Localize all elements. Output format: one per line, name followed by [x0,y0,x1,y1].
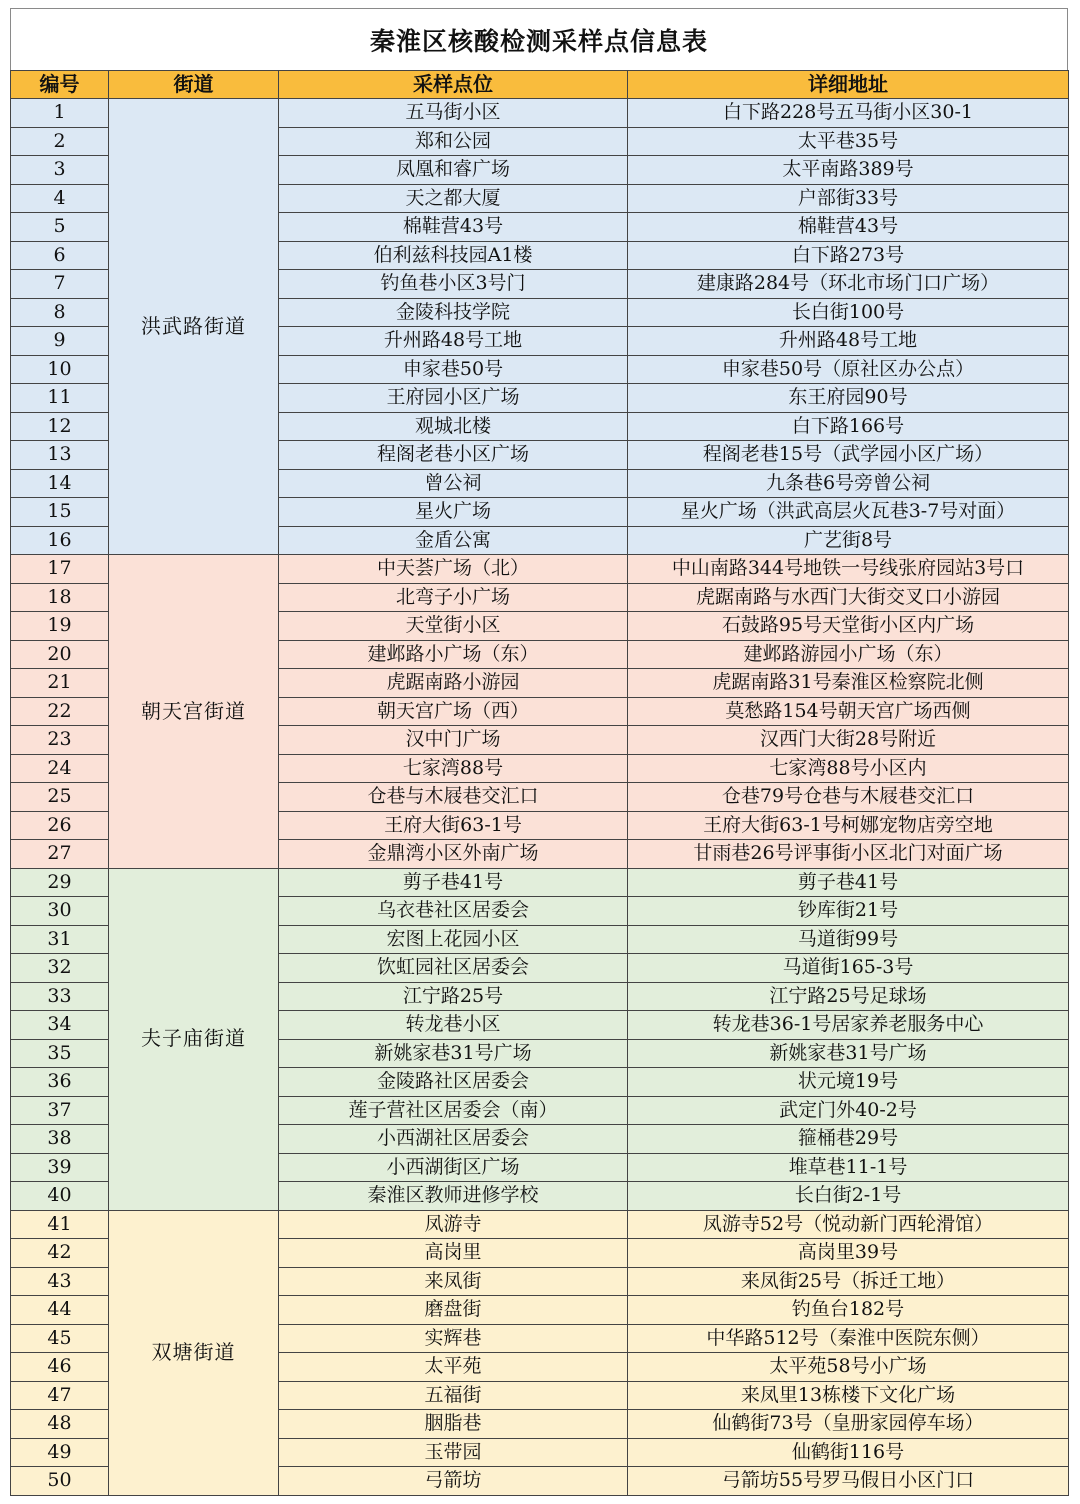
sampling-site: 申家巷50号 [279,355,628,384]
row-number: 42 [11,1239,109,1268]
sampling-site: 观城北楼 [279,412,628,441]
detailed-address: 程阁老巷15号（武学园小区广场） [628,441,1069,470]
sampling-site: 虎踞南路小游园 [279,669,628,698]
row-number: 46 [11,1353,109,1382]
row-number: 13 [11,441,109,470]
detailed-address: 长白街2-1号 [628,1182,1069,1211]
detailed-address: 钓鱼台182号 [628,1296,1069,1325]
row-number: 37 [11,1096,109,1125]
detailed-address: 仙鹤街116号 [628,1438,1069,1467]
sampling-site: 江宁路25号 [279,982,628,1011]
detailed-address: 太平苑58号小广场 [628,1353,1069,1382]
row-number: 4 [11,184,109,213]
row-number: 8 [11,298,109,327]
detailed-address: 星火广场（洪武高层火瓦巷3-7号对面） [628,498,1069,527]
header-row [11,71,1069,99]
sampling-site: 玉带园 [279,1438,628,1467]
sampling-site: 莲子营社区居委会（南） [279,1096,628,1125]
detailed-address: 甘雨巷26号评事街小区北门对面广场 [628,840,1069,869]
detailed-address: 太平巷35号 [628,127,1069,156]
detailed-address: 莫愁路154号朝天宫广场西侧 [628,697,1069,726]
row-number: 39 [11,1153,109,1182]
sampling-site: 五福街 [279,1381,628,1410]
sampling-site: 金陵科技学院 [279,298,628,327]
sampling-site: 凤游寺 [279,1210,628,1239]
sampling-site: 钓鱼巷小区3号门 [279,270,628,299]
table-row [11,99,1069,128]
header-number: 编号 [11,71,109,99]
sampling-sites-table [10,70,1069,1496]
sampling-site: 升州路48号工地 [279,327,628,356]
detailed-address: 来凤街25号（拆迁工地） [628,1267,1069,1296]
detailed-address: 棉鞋营43号 [628,213,1069,242]
row-number: 18 [11,583,109,612]
sampling-site: 转龙巷小区 [279,1011,628,1040]
row-number: 15 [11,498,109,527]
row-number: 9 [11,327,109,356]
sampling-site: 秦淮区教师进修学校 [279,1182,628,1211]
street-name: 双塘街道 [109,1210,279,1495]
detailed-address: 堆草巷11-1号 [628,1153,1069,1182]
row-number: 23 [11,726,109,755]
sampling-site: 星火广场 [279,498,628,527]
street-name: 朝天宫街道 [109,555,279,869]
row-number: 29 [11,868,109,897]
detailed-address: 升州路48号工地 [628,327,1069,356]
detailed-address: 钞库街21号 [628,897,1069,926]
row-number: 41 [11,1210,109,1239]
detailed-address: 中华路512号（秦淮中医院东侧） [628,1324,1069,1353]
sampling-site: 七家湾88号 [279,754,628,783]
sampling-site: 金陵路社区居委会 [279,1068,628,1097]
row-number: 50 [11,1467,109,1496]
sampling-site: 北弯子小广场 [279,583,628,612]
row-number: 26 [11,811,109,840]
detailed-address: 转龙巷36-1号居家养老服务中心 [628,1011,1069,1040]
row-number: 25 [11,783,109,812]
detailed-address: 中山南路344号地铁一号线张府园站3号口 [628,555,1069,584]
sampling-site: 建邺路小广场（东） [279,640,628,669]
sampling-site: 郑和公园 [279,127,628,156]
sampling-site: 高岗里 [279,1239,628,1268]
street-name: 洪武路街道 [109,99,279,555]
row-number: 10 [11,355,109,384]
sampling-site: 伯利兹科技园A1楼 [279,241,628,270]
row-number: 16 [11,526,109,555]
detailed-address: 东王府园90号 [628,384,1069,413]
row-number: 11 [11,384,109,413]
detailed-address: 石鼓路95号天堂街小区内广场 [628,612,1069,641]
detailed-address: 广艺街8号 [628,526,1069,555]
row-number: 1 [11,99,109,128]
detailed-address: 汉西门大街28号附近 [628,726,1069,755]
detailed-address: 剪子巷41号 [628,868,1069,897]
row-number: 21 [11,669,109,698]
table-row [11,1210,1069,1239]
table-body [11,99,1069,1496]
row-number: 44 [11,1296,109,1325]
sampling-site: 饮虹园社区居委会 [279,954,628,983]
sampling-site: 天堂街小区 [279,612,628,641]
detailed-address: 白下路273号 [628,241,1069,270]
sampling-site: 弓箭坊 [279,1467,628,1496]
row-number: 6 [11,241,109,270]
row-number: 22 [11,697,109,726]
row-number: 45 [11,1324,109,1353]
detailed-address: 状元境19号 [628,1068,1069,1097]
page-title: 秦淮区核酸检测采样点信息表 [369,26,708,56]
street-name: 夫子庙街道 [109,868,279,1210]
row-number: 35 [11,1039,109,1068]
detailed-address: 白下路228号五马街小区30-1 [628,99,1069,128]
detailed-address: 建康路284号（环北市场门口广场） [628,270,1069,299]
detailed-address: 虎踞南路31号秦淮区检察院北侧 [628,669,1069,698]
sampling-site: 胭脂巷 [279,1410,628,1439]
detailed-address: 凤游寺52号（悦动新门西轮滑馆） [628,1210,1069,1239]
detailed-address: 长白街100号 [628,298,1069,327]
sampling-site: 实辉巷 [279,1324,628,1353]
row-number: 32 [11,954,109,983]
detailed-address: 申家巷50号（原社区办公点） [628,355,1069,384]
sampling-site: 乌衣巷社区居委会 [279,897,628,926]
row-number: 20 [11,640,109,669]
sampling-site: 磨盘街 [279,1296,628,1325]
sampling-site: 朝天宫广场（西） [279,697,628,726]
row-number: 3 [11,156,109,185]
row-number: 34 [11,1011,109,1040]
detailed-address: 白下路166号 [628,412,1069,441]
row-number: 48 [11,1410,109,1439]
row-number: 49 [11,1438,109,1467]
detailed-address: 仓巷79号仓巷与木屐巷交汇口 [628,783,1069,812]
header-street: 街道 [109,71,279,99]
sampling-site: 王府园小区广场 [279,384,628,413]
table-title-box [10,8,1068,70]
sampling-site: 剪子巷41号 [279,868,628,897]
sampling-site: 小西湖社区居委会 [279,1125,628,1154]
detailed-address: 七家湾88号小区内 [628,754,1069,783]
row-number: 36 [11,1068,109,1097]
row-number: 27 [11,840,109,869]
row-number: 31 [11,925,109,954]
detailed-address: 建邺路游园小广场（东） [628,640,1069,669]
row-number: 7 [11,270,109,299]
sampling-site: 新姚家巷31号广场 [279,1039,628,1068]
detailed-address: 户部街33号 [628,184,1069,213]
sampling-site: 小西湖街区广场 [279,1153,628,1182]
row-number: 17 [11,555,109,584]
sampling-site: 仓巷与木屐巷交汇口 [279,783,628,812]
row-number: 19 [11,612,109,641]
table-row [11,868,1069,897]
row-number: 40 [11,1182,109,1211]
detailed-address: 马道街99号 [628,925,1069,954]
sampling-site: 中天荟广场（北） [279,555,628,584]
detailed-address: 江宁路25号足球场 [628,982,1069,1011]
sampling-site: 天之都大厦 [279,184,628,213]
row-number: 30 [11,897,109,926]
sampling-site: 太平苑 [279,1353,628,1382]
row-number: 14 [11,469,109,498]
sampling-site: 汉中门广场 [279,726,628,755]
detailed-address: 虎踞南路与水西门大街交叉口小游园 [628,583,1069,612]
row-number: 5 [11,213,109,242]
detailed-address: 九条巷6号旁曾公祠 [628,469,1069,498]
detailed-address: 仙鹤街73号（皇册家园停车场） [628,1410,1069,1439]
header-site: 采样点位 [279,71,628,99]
detailed-address: 箍桶巷29号 [628,1125,1069,1154]
detailed-address: 弓箭坊55号罗马假日小区门口 [628,1467,1069,1496]
sampling-site: 曾公祠 [279,469,628,498]
sampling-site: 来凤街 [279,1267,628,1296]
detailed-address: 太平南路389号 [628,156,1069,185]
sampling-site: 金鼎湾小区外南广场 [279,840,628,869]
detailed-address: 新姚家巷31号广场 [628,1039,1069,1068]
sampling-site: 王府大街63-1号 [279,811,628,840]
row-number: 43 [11,1267,109,1296]
sampling-site: 金盾公寓 [279,526,628,555]
detailed-address: 马道街165-3号 [628,954,1069,983]
sampling-site: 棉鞋营43号 [279,213,628,242]
detailed-address: 武定门外40-2号 [628,1096,1069,1125]
row-number: 2 [11,127,109,156]
detailed-address: 来凤里13栋楼下文化广场 [628,1381,1069,1410]
sampling-site: 宏图上花园小区 [279,925,628,954]
detailed-address: 王府大街63-1号柯娜宠物店旁空地 [628,811,1069,840]
header-address: 详细地址 [628,71,1069,99]
row-number: 24 [11,754,109,783]
row-number: 47 [11,1381,109,1410]
row-number: 12 [11,412,109,441]
row-number: 38 [11,1125,109,1154]
detailed-address: 高岗里39号 [628,1239,1069,1268]
table-row [11,555,1069,584]
sampling-site: 五马街小区 [279,99,628,128]
sampling-site: 凤凰和睿广场 [279,156,628,185]
sampling-site: 程阁老巷小区广场 [279,441,628,470]
row-number: 33 [11,982,109,1011]
